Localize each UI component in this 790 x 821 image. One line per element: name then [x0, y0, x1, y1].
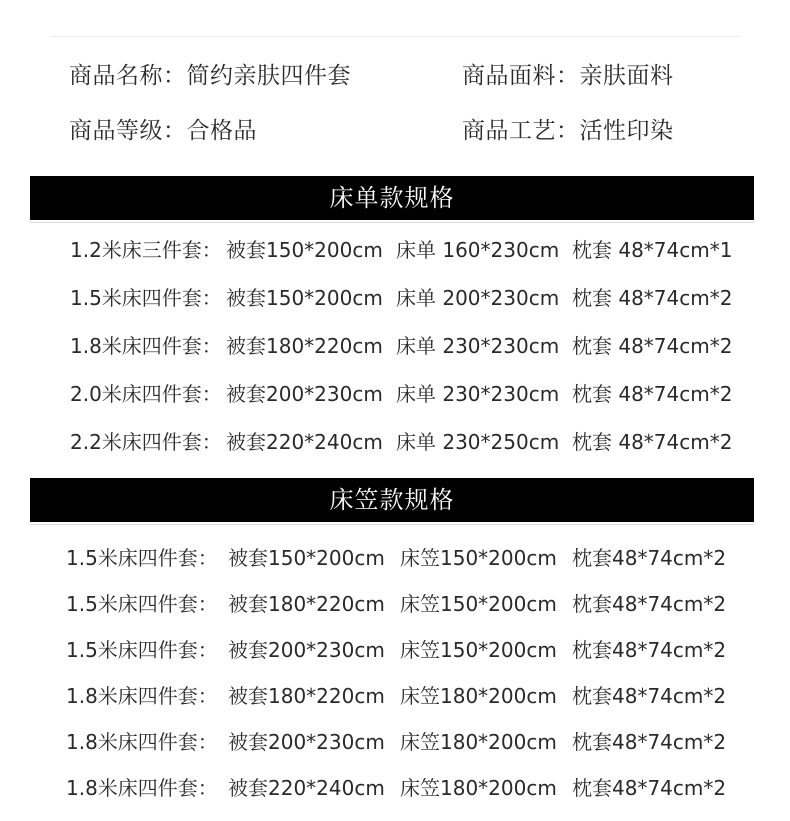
- fitted-sheet-size: 床笠150*200cm: [400, 546, 557, 570]
- bedsheet-spec-header: 床单款规格: [30, 176, 754, 220]
- product-info: [0, 58, 790, 168]
- fitted-sheet-size: 床笠180*200cm: [400, 730, 557, 754]
- pillowcase-size: 枕套48*74cm*2: [572, 546, 727, 570]
- product-fabric: 商品面料：亲肤面料: [462, 63, 674, 89]
- spec-row: [0, 328, 790, 376]
- bed-size: 2.0米床四件套：: [70, 382, 222, 406]
- pillowcase-size: 枕套 48*74cm*2: [572, 286, 733, 310]
- product-grade: 商品等级：合格品: [69, 118, 257, 144]
- pillowcase-size: 枕套 48*74cm*2: [572, 334, 733, 358]
- bed-size: 1.5米床四件套：: [66, 546, 218, 570]
- spec-row: [0, 724, 790, 770]
- bed-size: 1.8米床四件套：: [66, 776, 218, 800]
- spec-row: [0, 376, 790, 424]
- bed-size: 1.8米床四件套：: [70, 334, 222, 358]
- spec-row: [0, 586, 790, 632]
- top-divider: [50, 36, 740, 37]
- duvet-size: 被套180*220cm: [226, 334, 383, 358]
- fitted-sheet-spec-list: [0, 540, 790, 816]
- duvet-size: 被套200*230cm: [228, 730, 385, 754]
- pillowcase-size: 枕套 48*74cm*2: [572, 430, 733, 454]
- duvet-size: 被套220*240cm: [226, 430, 383, 454]
- bedsheet-spec-list: [0, 232, 790, 472]
- sheet-size: 床单 230*230cm: [396, 382, 560, 406]
- bed-size: 1.5米床四件套：: [70, 286, 222, 310]
- info-row: [0, 113, 790, 168]
- bed-size: 1.5米床四件套：: [66, 638, 218, 662]
- spec-row: [0, 280, 790, 328]
- spec-row: [0, 232, 790, 280]
- pillowcase-size: 枕套 48*74cm*2: [572, 382, 733, 406]
- duvet-size: 被套180*220cm: [228, 592, 385, 616]
- duvet-size: 被套220*240cm: [228, 776, 385, 800]
- sheet-size: 床单 230*250cm: [396, 430, 560, 454]
- sheet-size: 床单 160*230cm: [396, 238, 560, 262]
- spec-row: [0, 540, 790, 586]
- pillowcase-size: 枕套 48*74cm*1: [572, 238, 733, 262]
- fitted-sheet-size: 床笠150*200cm: [400, 592, 557, 616]
- info-row: [0, 58, 790, 113]
- fitted-sheet-size: 床笠150*200cm: [400, 638, 557, 662]
- pillowcase-size: 枕套48*74cm*2: [572, 638, 727, 662]
- spec-row: [0, 770, 790, 816]
- bed-size: 2.2米床四件套：: [70, 430, 222, 454]
- duvet-size: 被套200*230cm: [228, 638, 385, 662]
- pillowcase-size: 枕套48*74cm*2: [572, 592, 727, 616]
- bed-size: 1.2米床三件套：: [70, 238, 222, 262]
- fitted-sheet-spec-header: 床笠款规格: [30, 478, 754, 522]
- spec-row: [0, 632, 790, 678]
- bed-size: 1.8米床四件套：: [66, 684, 218, 708]
- duvet-size: 被套150*200cm: [228, 546, 385, 570]
- duvet-size: 被套150*200cm: [226, 238, 383, 262]
- spec-row: [0, 424, 790, 472]
- pillowcase-size: 枕套48*74cm*2: [572, 730, 727, 754]
- fitted-sheet-size: 床笠180*200cm: [400, 776, 557, 800]
- sheet-size: 床单 200*230cm: [396, 286, 560, 310]
- pillowcase-size: 枕套48*74cm*2: [572, 684, 727, 708]
- fitted-sheet-size: 床笠180*200cm: [400, 684, 557, 708]
- duvet-size: 被套200*230cm: [226, 382, 383, 406]
- bed-size: 1.8米床四件套：: [66, 730, 218, 754]
- spec-row: [0, 678, 790, 724]
- product-craft: 商品工艺：活性印染: [462, 118, 674, 144]
- product-name: 商品名称：简约亲肤四件套: [69, 63, 351, 89]
- duvet-size: 被套180*220cm: [228, 684, 385, 708]
- pillowcase-size: 枕套48*74cm*2: [572, 776, 727, 800]
- duvet-size: 被套150*200cm: [226, 286, 383, 310]
- sheet-size: 床单 230*230cm: [396, 334, 560, 358]
- bed-size: 1.5米床四件套：: [66, 592, 218, 616]
